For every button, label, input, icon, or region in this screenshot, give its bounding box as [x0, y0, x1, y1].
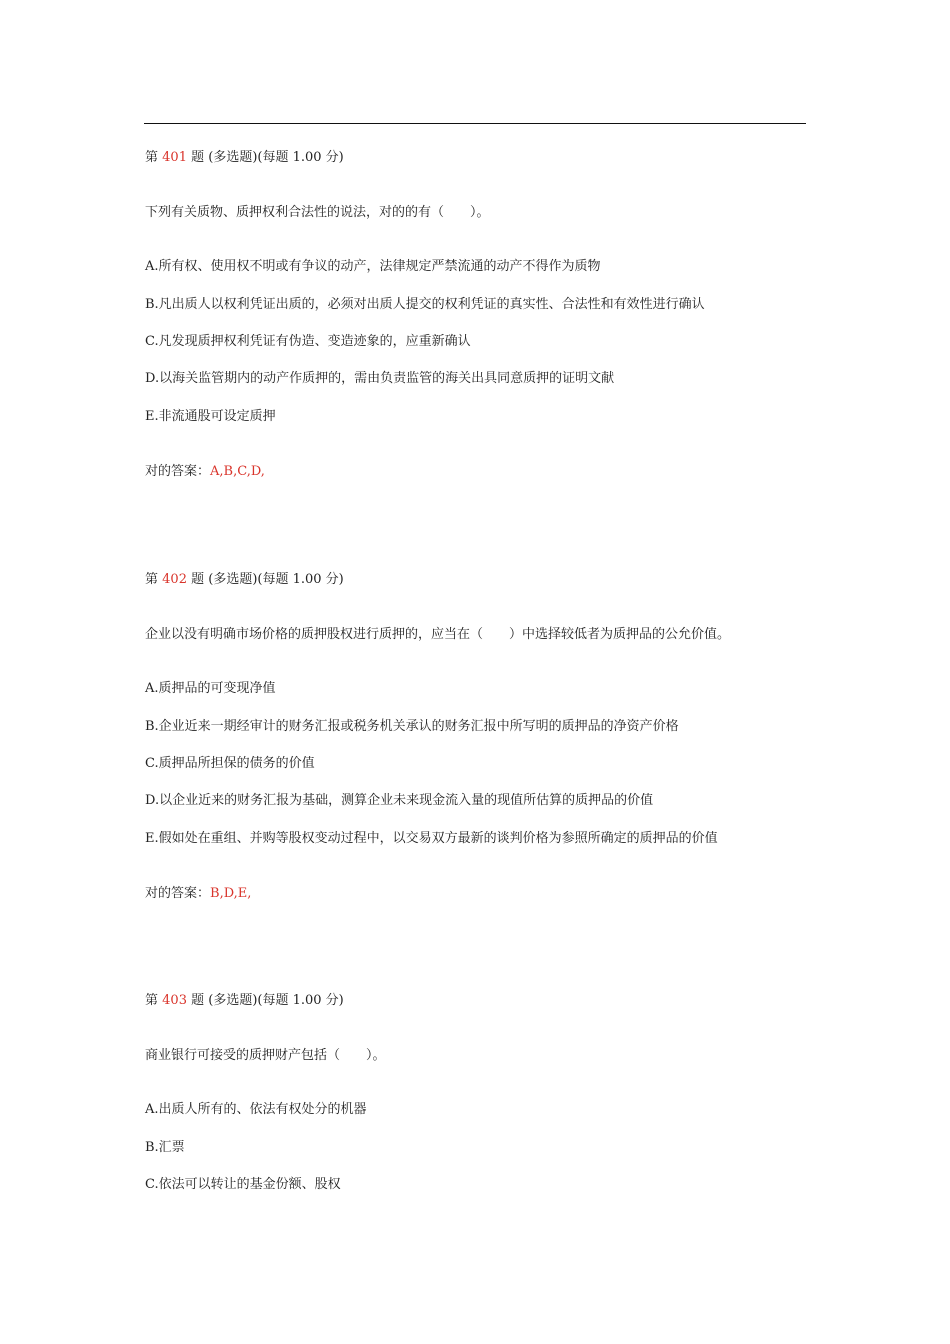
top-rule — [144, 123, 806, 124]
question-header: 第 403 题 (多选题)(每题 1.00 分) — [145, 993, 344, 1008]
option-a: A.出质人所有的、依法有权处分的机器 — [145, 1102, 367, 1117]
question-header: 第 402 题 (多选题)(每题 1.00 分) — [145, 572, 344, 587]
question-number: 402 — [162, 572, 187, 587]
answer-line: 对的答案：A,B,C,D, — [145, 464, 265, 479]
option-c: C.凡发现质押权利凭证有伪造、变造迹象的，应重新确认 — [145, 334, 471, 349]
option-e: E.非流通股可设定质押 — [145, 409, 276, 424]
option-d: D.以企业近来的财务汇报为基础，测算企业未来现金流入量的现值所估算的质押品的价值 — [145, 793, 654, 808]
option-c: C.质押品所担保的债务的价值 — [145, 756, 315, 771]
answer-value: A,B,C,D, — [210, 464, 265, 479]
option-a: A.质押品的可变现净值 — [145, 681, 276, 696]
question-stem: 企业以没有明确市场价格的质押股权进行质押的，应当在（ ）中选择较低者为质押品的公允价值。 — [145, 627, 731, 642]
option-b: B.企业近来一期经审计的财务汇报或税务机关承认的财务汇报中所写明的质押品的净资产价格 — [145, 719, 679, 734]
answer-value: B,D,E, — [210, 886, 252, 901]
option-d: D.以海关监管期内的动产作质押的，需由负责监管的海关出具同意质押的证明文献 — [145, 371, 615, 386]
option-b: B.汇票 — [145, 1140, 185, 1155]
option-b: B.凡出质人以权利凭证出质的，必须对出质人提交的权利凭证的真实性、合法性和有效性进行确认 — [145, 297, 705, 312]
answer-line: 对的答案：B,D,E, — [145, 886, 252, 901]
question-stem: 下列有关质物、质押权利合法性的说法，对的的有（ ）。 — [145, 205, 490, 220]
question-header: 第 401 题 (多选题)(每题 1.00 分) — [145, 150, 344, 165]
option-c: C.依法可以转让的基金份额、股权 — [145, 1177, 341, 1192]
option-a: A.所有权、使用权不明或有争议的动产，法律规定严禁流通的动产不得作为质物 — [145, 259, 601, 274]
option-e: E.假如处在重组、并购等股权变动过程中，以交易双方最新的谈判价格为参照所确定的质押品的价值 — [145, 831, 718, 846]
question-number: 403 — [162, 993, 187, 1008]
question-stem: 商业银行可接受的质押财产包括（ ）。 — [145, 1048, 386, 1063]
question-number: 401 — [162, 150, 187, 165]
